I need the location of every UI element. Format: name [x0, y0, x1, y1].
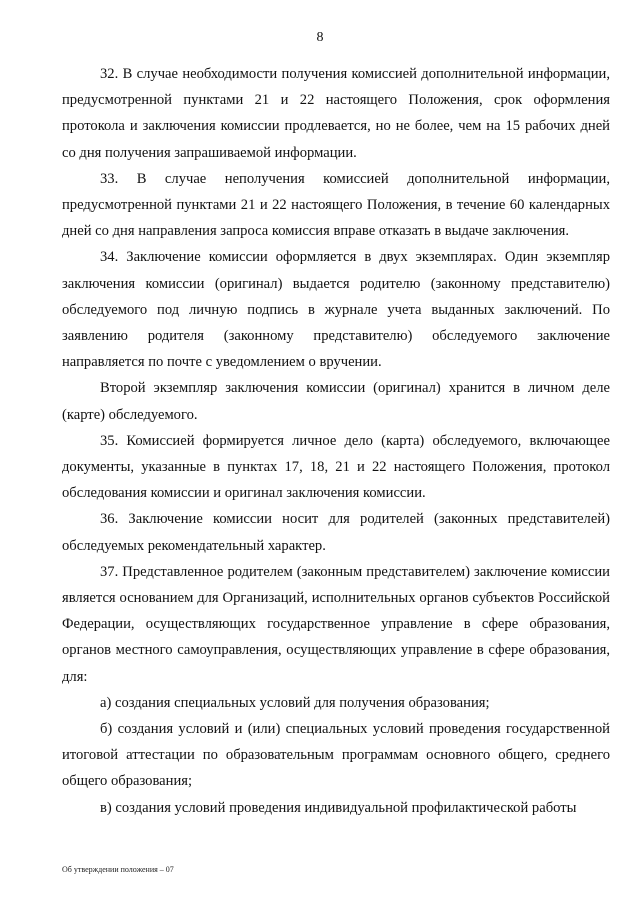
paragraph-34-second-copy: Второй экземпляр заключения комиссии (оригинал) хранится в личном деле (карте) обследуемого.	[62, 380, 610, 423]
footer-note: Об утверждении положения – 07	[62, 865, 174, 874]
paragraph-32: 32. В случае необходимости получения комиссией дополнительной информации, предусмотренной пунктами 21 и 22 настоящего Положения, срок оформления протокола и заключения комиссии продлевается, но не более, чем на 15 рабочих дней со дня получения запрашиваемой информации.	[62, 66, 610, 161]
page-number: 8	[316, 30, 324, 45]
list-item-a: а) создания специальных условий для получения образования;	[100, 694, 490, 711]
list-item-b: б) создания условий и (или) специальных условий проведения государственной итоговой аттестации по образовательным программам основного общего, среднего общего образования;	[62, 721, 610, 790]
paragraph-34: 34. Заключение комиссии оформляется в двух экземплярах. Один экземпляр заключения комиссии (оригинал) выдается родителю (законному представителю) обследуемого под личную подпись в журнале учета выданных заключений. По заявлению родителя (законному представителю) обследуемого заключение направляется по почте с уведомлением о вручении.	[62, 249, 610, 371]
paragraph-37: 37. Представленное родителем (законным представителем) заключение комиссии является основанием для Организаций, исполнительных органов субъектов Российской Федерации, осуществляющих государственное управление в сфере образования, органов местного самоуправления, осуществляющих управление в сфере образования, для:	[62, 563, 610, 685]
paragraph-33: 33. В случае неполучения комиссией дополнительной информации, предусмотренной пунктами 21 и 22 настоящего Положения, в течение 60 календарных дней со дня направления запроса комиссия вправе отказать в выдаче заключения.	[62, 170, 610, 240]
document-body	[62, 61, 610, 821]
list-item-v: в) создания условий проведения индивидуальной профилактической работы	[100, 799, 577, 816]
paragraph-35: 35. Комиссией формируется личное дело (карта) обследуемого, включающее документы, указанные в пунктах 17, 18, 21 и 22 настоящего Положения, протокол обследования комиссии и оригинал заключения комиссии.	[62, 432, 610, 502]
paragraph-36: 36. Заключение комиссии носит для родителей (законных представителей) обследуемых рекомендательный характер.	[62, 511, 610, 554]
